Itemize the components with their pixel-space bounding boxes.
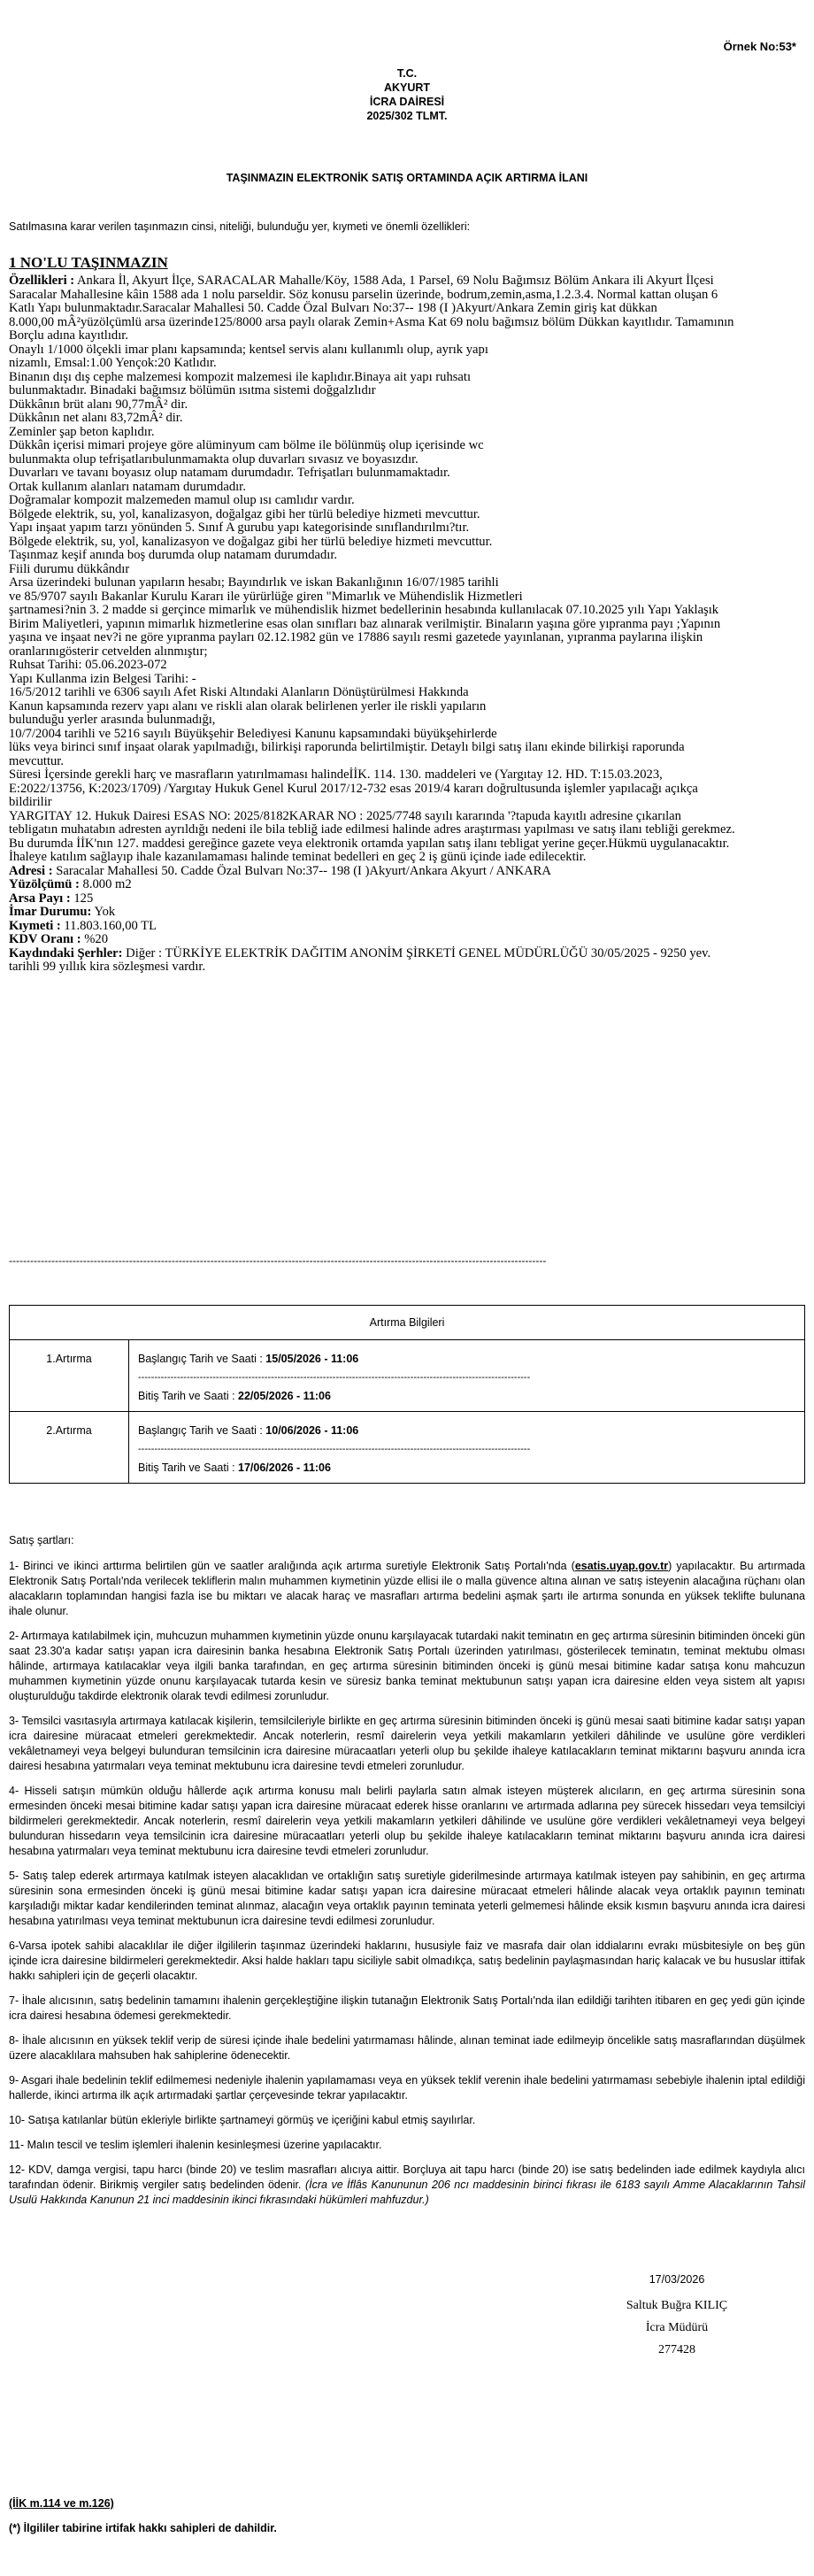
property-detail-line: Borçlu adına kayıtlıdır. <box>9 328 128 343</box>
property-detail-line: 10/7/2004 tarihli ve 5216 sayılı Büyükşehir Belediyesi Kanunu kapsamındaki büyükşehirlerde <box>9 726 497 741</box>
property-detail-line: Özellikleri : Ankara İl, Akyurt İlçe, SARACALAR Mahalle/Köy, 1588 Ada, 1 Parsel, 69 Nolu Bağımsız Bölüm Ankara ili Akyurt İlçesi <box>9 274 714 288</box>
property-detail-line: lüks veya birinci sınıf inşaat olarak yapılmadığı, bilirkişi raporunda belirtilmiştir. Detaylı bilgi satış ilanı ekinde bilirkişi raporunda <box>9 740 685 754</box>
land-share-row: Arsa Payı : 125 <box>9 891 94 906</box>
property-detail-line: oranlarınıgösterir cetvelden alınmıştır; <box>9 644 208 659</box>
property-detail-line: Taşınmaz keşif anında boş durumda olup natamam durumdadır. <box>9 548 338 562</box>
property-detail-line: bulunduğu yerler arasında bulunmadığı, <box>9 713 216 727</box>
term-9: 9- Asgari ihale bedelinin teklif edilmemesi nedeniyle ihalenin yapılamaması veya en yüksek teklif verenin ihale bedelini yatırmaması sebebiyle ihalenin iptal edildiği hallerde, ikinci artırma ilk açık artırmadaki şartlar çerçevesinde tekrar yapılacaktır. <box>9 2074 805 2102</box>
property-detail-line: Dükkânın net alanı 83,72mÂ² dir. <box>9 411 183 425</box>
property-detail-line: Dükkân içerisi mimari projeye göre alüminyum cam bölme ile bölünmüş olup içerisinde wc <box>9 438 484 452</box>
property-detail-line: nizamlı, Emsal:1.00 Yençok:20 Katlıdır. <box>9 356 217 370</box>
property-detail-line: Yapı inşaat yapım tarzı yönünden 5. Sınıf A gurubu yapı kategorisinde sınıflandırılmı?tır. <box>9 521 470 535</box>
inner-separator: ------------------------------------------------------------------------------------------------------------------------- <box>138 1444 531 1454</box>
property-detail-line: Zeminler şap beton kaplıdır. <box>9 424 155 439</box>
auction-start-2: Başlangıç Tarih ve Saati : 10/06/2026 - 11:06 <box>138 1424 359 1437</box>
sale-terms-heading: Satış şartları: <box>9 1534 74 1546</box>
vat-row: KDV Oranı : %20 <box>9 932 109 946</box>
term-3: 3- Temsilci vasıtasıyla artırmaya katılacak kişilerin, temsilcileriyle birlikte en geç artırma süresinin bitiminden önceki iş günü mesai saati bitimine kadar satışı yapan icra dairesine müracaat etmeleri gerekmektedir. Ancak noterlerin, resmî dairelerin veya yetkili makamların yetkileri dâhilinde ve usulüne göre verdikleri vekâletnameyi veya belgeyi bulunduran temsilcinin icra dairesine müracaatları yeterli olup bu şekilde ihaleye katılacakların teminat miktarını başvuru anında icra dairesi hesabına yatırmaları veya teminat mektubunu icra dairesine tevdi etmeleri zorunludur. <box>9 1715 805 1772</box>
footer-law-reference: (İİK m.114 ve m.126) <box>9 2497 114 2510</box>
term-10: 10- Satışa katılanlar bütün ekleriyle birlikte şartnameyi görmüş ve içeriğini kabul etmiş sayılırlar. <box>9 2114 476 2126</box>
header-line-city: AKYURT <box>383 81 431 94</box>
term-7: 7- İhale alıcısının, satış bedelinin tamamını ihalenin gerçekleştiğine ilişkin tutanağın Elektronik Satış Portalı'nda ilan edildiği tarihten itibaren en geç yedi gün içinde icra dairesi hesabına ödemesi gerekmektedir. <box>9 1994 805 2022</box>
property-detail-line: Bölgede elektrik, su, yol, kanalizasyon ve doğalgaz gibi her türlü belediye hizmeti mevcuttur. <box>9 534 493 549</box>
auction-info-table <box>9 1305 805 1484</box>
address-row: Adresi : Saracalar Mahallesi 50. Cadde Özal Bulvarı No:37-- 198 (I )Akyurt/Ankara Akyurt / ANKARA <box>9 863 551 878</box>
auction-end-2: Bitiş Tarih ve Saati : 17/06/2026 - 11:06 <box>138 1462 331 1474</box>
value-row: Kıymeti : 11.803.160,00 TL <box>9 918 157 933</box>
annotations-row-cont: tarihli 99 yıllık kira sözleşmesi vardır. <box>9 960 206 974</box>
sample-number: Örnek No:53* <box>723 40 796 53</box>
header-line-tc: T.C. <box>396 67 418 80</box>
auction-end-1: Bitiş Tarih ve Saati : 22/05/2026 - 11:06 <box>138 1390 331 1402</box>
header-line-office: İCRA DAİRESİ <box>369 96 445 108</box>
property-detail-line: Arsa üzerindeki bulunan yapıların hesabı; Bayındırlık ve iskan Bakanlığının 16/07/1985 tarihli <box>9 575 499 590</box>
property-detail-line: Katlı Yapı bulunmaktadır.Saracalar Mahallesi 50. Cadde Özal Bulvarı No:37-- 198 (I )Akyurt/Ankara Zemin giriş kat dükkan <box>9 301 657 315</box>
auction-row-1 <box>10 1340 805 1412</box>
auction-label-1: 1.Artırma <box>10 1340 129 1412</box>
property-detail-line: Bölgede elektrik, su, yol, kanalizasyon, doğalgaz gibi her türlü belediye hizmeti mevcuttur. <box>9 506 480 521</box>
property-detail-line: Kanun kapsamında rezerv yapı alanı ve riskli alan olarak belirlenen yerler ile riskli yapıların <box>9 698 487 713</box>
document-title: TAŞINMAZIN ELEKTRONİK SATIŞ ORTAMINDA AÇIK ARTIRMA İLANI <box>226 172 588 184</box>
property-detail-line: Duvarları ve tavanı boyasız olup natamam durumdadır. Tefrişatları bulunmamaktadır. <box>9 466 450 480</box>
signature-registry: 277428 <box>658 2343 695 2356</box>
property-section <box>9 254 805 975</box>
auction-info-heading: Artırma Bilgileri <box>10 1306 805 1340</box>
property-detail-line: Doğramalar kompozit malzemeden mamul olup ısı camlıdır vardır. <box>9 493 355 507</box>
property-detail-line: Bu durumda İİK'nın 127. maddesi gereğince gazete veya elektronik ortamda yapılan satış ilanı tebligat yerine geçer.Hükmü uygulanacaktır. <box>9 836 730 851</box>
property-detail-line: Birim Maliyetleri, yapının mimarlık hizmetlerine esas olan sınıfları baz alınarak verilmiştir. Binaların yaşına göre yıpranma payı ;Yapının <box>9 616 721 631</box>
separator-line: -------------------------------------------------------------------------------------------------------------------------------------------------------- <box>9 1254 547 1267</box>
term-12: 12- KDV, damga vergisi, tapu harcı (binde 20) ve teslim masrafları alıcıya aittir. Borçluya ait tapu harcı (binde 20) ise satış bedelinden iade edilmek kaydıyla alıcı tarafından ödenir. Birikmiş vergiler satış bedelinden ödenir. (İcra ve İflâs Kanununun 206 ncı maddesinin birinci fıkrası ile 6183 sayılı Amme Alacaklarının Tahsil Usulü Hakkında Kanunun 21 inci maddesinin ikinci fıkrasındaki hükümleri mahfuzdur.) <box>9 2163 805 2206</box>
property-detail-line: şartnamesi?nin 3. 2 madde si gerçince mimarlık ve mühendislik hizmet bedellerinin hesabında kullanılacak 07.10.2025 yılı Yapı Yaklaşık <box>9 603 719 617</box>
property-details <box>9 274 805 865</box>
property-detail-line: Saracalar Mahallesine kâin 1588 ada 1 nolu parseldir. Söz konusu parselin üzerinde, bodrum,zemin,asma,1.2.3.4. Normal kattan oluşan 6 <box>9 287 718 302</box>
sale-terms <box>9 1533 805 2217</box>
term-1: 1- Birinci ve ikinci arttırma belirtilen gün ve saatler aralığında açık artırma suretiyle Elektronik Satış Portalı'nda (esatis.uyap.gov.tr) yapılacaktır. Bu artırmada Elektronik Satış Portalı'nda verilecek tekliflerin malın muhammen kıymetinin yüzde ellisi ile o malla güvence altına alınan ve satış isteyenin alacağına rüçhanı olan alacakların toplamından hangisi fazla ise bu miktarı ve alacak haraç ve masrafları artırma bedelini aşmak şartı ile artırma sonunda en yüksek teklifte bulunana ihale olunur. <box>9 1560 805 1617</box>
property-detail-line: Süresi İçersinde gerekli harç ve masrafların yatırılmaması halindeİİK. 114. 130. maddeleri ve (Yargıtay 12. HD. T:15.03.2023, <box>9 767 663 782</box>
property-detail-line: E:2022/13756, K:2023/1709) /Yargıtay Hukuk Genel Kurul 2017/12-732 esas 2019/4 kararı doğrultusunda işlemler yapılacağı açıkça <box>9 781 698 796</box>
property-detail-line: YARGITAY 12. Hukuk Dairesi ESAS NO: 2025/8182KARAR NO : 2025/7748 sayılı kararında '?tapuda kayıtlı adresine çıkarılan <box>9 808 681 823</box>
property-detail-line: mevcuttur. <box>9 753 65 768</box>
header-line-file-no: 2025/302 TLMT. <box>366 110 448 122</box>
property-detail-line: İhaleye katılım sağlayıp ihale kazanılamaması halinde teminat bedelleri en geç 2 iş günü içinde iade edilecektir. <box>9 850 587 864</box>
signature-date: 17/03/2026 <box>649 2273 705 2286</box>
property-detail-line: ve 85/9707 sayılı Bakanlar Kurulu Kararı ile yürürlüğe giren "Mimarlık ve Mühendislik Hizmetleri <box>9 589 523 604</box>
term-6: 6-Varsa ipotek sahibi alacaklılar ile diğer ilgililerin taşınmaz üzerindeki haklarını, hususiyle faiz ve masrafa dair olan iddialarını evrakı müsbitesiyle on beş gün içinde icra dairesine bildirmeleri gerekmektedir. Aksi halde hakları tapu siciliyle sabit olmadıkça, satış bedelinin paylaşmasından hariç kalacak ve bu hususlar ittifak hakkı sahipleri için de geçerli olacaktır. <box>9 1940 805 1982</box>
auction-row-2 <box>10 1412 805 1484</box>
signature-title: İcra Müdürü <box>645 2321 709 2334</box>
term-8: 8- İhale alıcısının en yüksek teklif verip de süresi içinde ihale bedelini yatırmaması hâlinde, alınan teminat iade edilmeyip öncelikle satış masraflarından düşülmek üzere alacaklılara mahsuben hak sahiplerine ödenecektir. <box>9 2034 805 2062</box>
term-4: 4- Hisseli satışın mümkün olduğu hâllerde açık artırma konusu malı belirli paylarla satın almak isteyen müşterek alıcıların, en geç artırma süresinin sona ermesinden önceki mesai bitimine kadar satışı yapan icra dairesine müracaat ederek hisse oranlarını ve artırmada adlarına pey sürecek hissedarı veya temsilciyi bildirmeleri gerekmektedir. Ancak noterlerin, resmî dairelerin veya yetkili makamların yetkileri dâhilinde ve usulüne göre verdikleri vekâletnameyi veya belgeyi bulunduran hissedarın veya temsilcinin icra dairesine müracaatları yeterli olup bu şekilde ihaleye katılacakların teminat miktarını başvuru anında icra dairesi hesabına yatırmaları veya teminat mektubunu icra dairesine tevdi etmeleri zorunludur. <box>9 1785 805 1857</box>
property-detail-line: Ortak kullanım alanları natamam durumdadır. <box>9 479 246 494</box>
property-detail-line: Dükkânın brüt alanı 90,77mÂ² dir. <box>9 397 188 412</box>
property-detail-line: Fiili durumu dükkândır <box>9 561 130 576</box>
property-detail-line: Binanın dışı dış cephe malzemesi kompozit malzemesi ile kaplıdır.Binaya ait yapı ruhsatı <box>9 369 472 384</box>
property-detail-line: Onaylı 1/1000 ölçekli imar planı kapsamında; kentsel servis alanı kullanımlı olup, ayrık yapı <box>9 342 488 357</box>
property-detail-line: 16/5/2012 tarihli ve 6306 sayılı Afet Riski Altındaki Alanların Dönüştürülmesi Hakkında <box>9 685 469 699</box>
annotations-row: Kaydındaki Şerhler: Diğer : TÜRKİYE ELEKTRİK DAĞITIM ANONİM ŞİRKETİ GENEL MÜDÜRLÜĞÜ 30/05/2025 - 9250 yev. <box>9 945 711 960</box>
intro-text: Satılmasına karar verilen taşınmazın cinsi, niteliği, bulunduğu yer, kıymeti ve önemli özellikleri: <box>9 220 471 233</box>
property-detail-line: bildirilir <box>9 795 52 809</box>
term-2: 2- Artırmaya katılabilmek için, muhcuzun muhammen kıymetinin yüzde onunu karşılayacak tutardaki nakit teminatın en geç artırma süresinin bitiminden önceki gün saat 23.30'a kadar satışı yapan icra dairesinin banka hesabına Elektronik Satış Portalı üzerinden yatırılması, gösterilecek teminatın, teminat mektubu olması hâlinde, artırmaya katılacaklar veya ilgili banka tarafından, en geç artırma süresinin bitiminden önceki iş günü mesai bitimine kadar satışa konu mahcuzun muhammen kıymetinin yüzde onunu karşılayacak tutarda kesin ve süresiz banka teminat mektubunun satışı yapan icra dairesine elden veya sistem alt yapısı oluşturulduğu takdirde elektronik olarak tevdi edilmesi zorunludur. <box>9 1630 805 1702</box>
property-detail-line: Yapı Kullanma izin Belgesi Tarihi: - <box>9 671 196 686</box>
property-detail-line: yaşına ve inşaat nev?i ne göre yıpranma payları 02.12.1982 gün ve 17886 sayılı resmi gazetede yayınlanan, yıpranma paylarına ilişkin <box>9 630 703 644</box>
term-5: 5- Satış talep ederek artırmaya katılmak isteyen alacaklıdan ve ortaklığın satış suretiyle giderilmesinde artırmaya katılmak isteyen pay sahibinin, en geç artırma süresinin sona ermesinden önceki iş günü mesai bitimine kadar satışı yapan icra dairesine müracaat etmeleri hâlinde alacak veya ortaklık payının teminatı karşıladığı miktar kadar kendilerinden teminat alınmaz, alacağın veya ortaklık payının teminata yeterli gelmemesi hâlinde eksik kısmın başvuru anında icra dairesi hesabına yatırılması veya teminat mektubunun icra dairesine tevdi edilmesi zorunludur. <box>9 1870 805 1927</box>
term-11: 11- Malın tescil ve teslim işlemleri ihalenin kesinleşmesi üzerine yapılacaktır. <box>9 2139 382 2151</box>
property-detail-line: bulunmaktadır. Binadaki bağımsız bölümün ısıtma sistemi doğgalzlıdır <box>9 383 376 397</box>
auction-label-2: 2.Artırma <box>10 1412 129 1484</box>
footer-note: (*) İlgililer tabirine irtifak hakkı sahipleri de dahildir. <box>9 2522 277 2534</box>
property-detail-line: 8.000,00 mÂ²yüzölçümlü arsa üzerinde125/8000 arsa paylı olarak Zemin+Asma Kat 69 nolu bağımsız bölüm Dükkan kayıtlıdır. Tamamının <box>9 314 734 329</box>
inner-separator: ------------------------------------------------------------------------------------------------------------------------- <box>138 1372 531 1383</box>
property-detail-line: tebligatın muhatabın adresten ayrıldığı nedeni ile bila tebliğ iade edilmesi halinde adres araştırması yapılması ve satış ilanı tebliği gerekmez. <box>9 822 735 837</box>
area-row: Yüzölçümü : 8.000 m2 <box>9 877 132 891</box>
signature-name: Saltuk Buğra KILIÇ <box>626 2299 728 2312</box>
zoning-row: İmar Durumu: Yok <box>9 905 116 919</box>
esatis-link[interactable]: esatis.uyap.gov.tr <box>574 1560 669 1572</box>
property-heading: 1 NO'LU TAŞINMAZIN <box>9 254 168 271</box>
property-detail-line: bulunmakta olup tefrişatlarıbulunmamakta olup duvarları sıvasız ve boyasızdır. <box>9 451 419 467</box>
property-detail-line: Ruhsat Tarihi: 05.06.2023-072 <box>9 658 167 672</box>
auction-start-1: Başlangıç Tarih ve Saati : 15/05/2026 - 11:06 <box>138 1353 359 1365</box>
